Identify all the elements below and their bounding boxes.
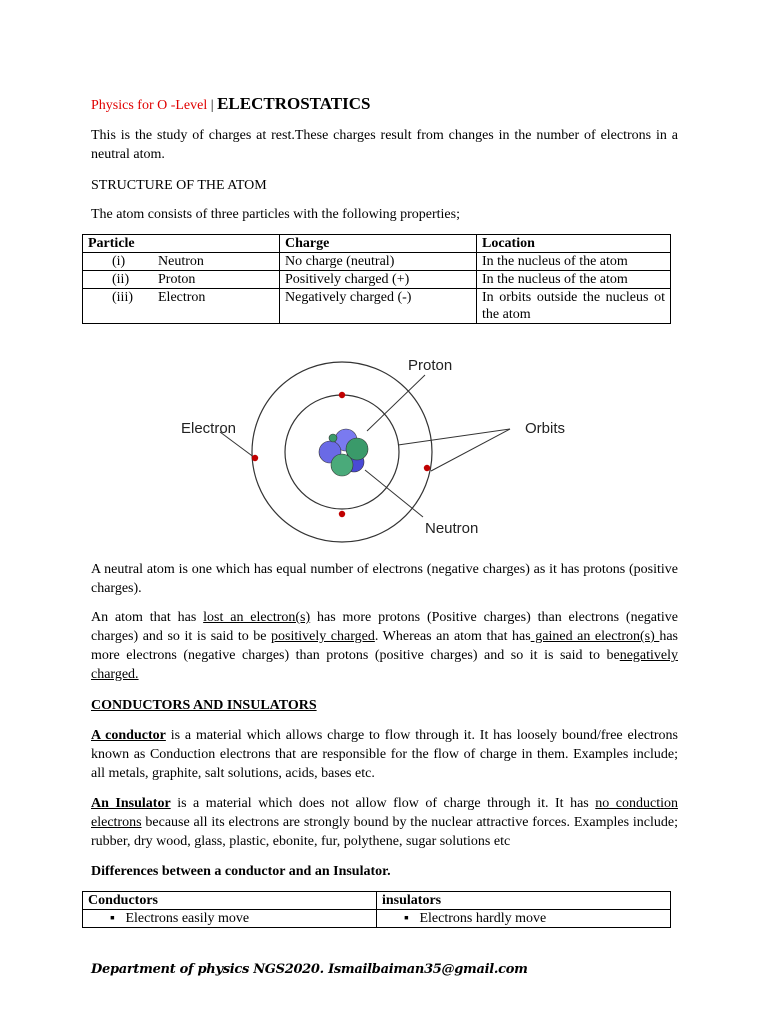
underlined-term: lost an electron(s) [203,610,311,625]
course-name: Physics for O -Level [91,98,208,113]
page-title [91,94,370,114]
atom-diagram [160,345,600,545]
table-header-row [83,892,671,910]
table-row [83,271,671,289]
text-run: . Whereas an atom that has [374,629,531,644]
table-row [83,289,671,324]
bullet-icon: ▪ [110,911,115,926]
conductor-property: Electrons easily move [125,911,250,926]
text-run: An atom that has [91,610,204,625]
row-number: (i) [112,254,126,269]
text-run: has more electrons (negative charges) than protons (positive charges) and so it is said to be [91,629,678,663]
table-row [83,910,671,928]
neutron-sphere [329,434,337,442]
particle-cell [83,289,280,324]
conductors-heading: CONDUCTORS AND INSULATORS [91,698,317,713]
table-header-row [83,235,671,253]
conductor-cell [83,910,377,928]
row-number: (ii) [112,272,130,287]
insulator-cell [377,910,671,928]
page-footer: Department of physics NGS2020. Ismailbaiman35@gmail.com [91,962,528,977]
location-cell: In the nucleus of the atom [477,253,671,271]
differences-heading: Differences between a conductor and an Insulator. [91,864,391,879]
charge-cell: No charge (neutral) [280,253,477,271]
orbit-pointer-inner [398,429,510,445]
particle-name: Proton [158,272,196,287]
atom-intro: The atom consists of three particles with the following properties; [91,207,460,222]
text-run: because all its electrons are strongly bound by the nuclear attractive forces. Examples include; rubber, dry wood, glass, plastic, ebonite, fur, polythene, sugar solutions etc [91,815,678,849]
location-cell: In orbits outside the nucleus ot the atom [477,289,671,324]
structure-heading: STRUCTURE OF THE ATOM [91,178,267,193]
neutron-pointer [365,470,423,517]
insulator-paragraph [91,794,678,851]
orbits-label: Orbits [525,420,566,437]
particle-name: Neutron [158,254,204,269]
title-separator: | [207,98,218,113]
charged-atom-paragraph [91,608,678,684]
bullet-icon: ▪ [404,911,409,926]
particle-table [82,234,671,324]
underlined-term: negatively charged. [91,648,678,682]
header-particle: Particle [83,235,280,253]
underlined-term: gained an electron(s) [530,629,660,644]
electron-dot [339,511,345,517]
charge-cell: Positively charged (+) [280,271,477,289]
underlined-term: positively charged [271,629,375,644]
intro-paragraph: This is the study of charges at rest.These charges result from changes in the number of electrons in a neutral atom. [91,128,678,162]
proton-label: Proton [408,357,453,374]
text-run: is a material which does not allow flow of charge through it. It has [170,796,596,811]
particle-name: Electron [158,290,206,305]
table-row [83,253,671,271]
electron-dot [339,392,345,398]
row-number: (iii) [112,290,133,305]
text-run: has more protons (Positive charges) than electrons (negative charges) and so it is said to be [91,610,679,644]
header-insulators: insulators [377,892,671,910]
header-conductors: Conductors [83,892,377,910]
particle-cell [83,253,280,271]
conductor-paragraph [91,726,678,783]
differences-table [82,891,671,928]
header-charge: Charge [280,235,477,253]
charge-cell: Negatively charged (-) [280,289,477,324]
header-location: Location [477,235,671,253]
topic-title: ELECTROSTATICS [217,94,371,113]
underlined-term: no conduction electrons [91,796,678,830]
neutron-sphere [331,454,353,476]
electron-label: Electron [181,420,237,437]
particle-cell [83,271,280,289]
electron-dot [424,465,430,471]
neutron-label: Neutron [425,520,479,537]
orbit-pointer-outer [431,429,510,471]
insulator-property: Electrons hardly move [419,911,547,926]
inner-orbit [285,395,399,509]
proton-pointer [367,375,425,431]
insulator-term: An Insulator [91,796,171,811]
text-run: is a material which allows charge to flow through it. It has loosely bound/free electrons known as Conduction electrons that are responsible for the flow of charge in them. Examples include; all metals, graphite, salt solutions, acids, bases etc. [91,728,679,781]
electron-dot [252,455,258,461]
neutral-atom-paragraph: A neutral atom is one which has equal number of electrons (negative charges) as it has protons (positive charges). [91,562,678,596]
location-cell: In the nucleus of the atom [477,271,671,289]
conductor-term: A conductor [91,728,166,743]
